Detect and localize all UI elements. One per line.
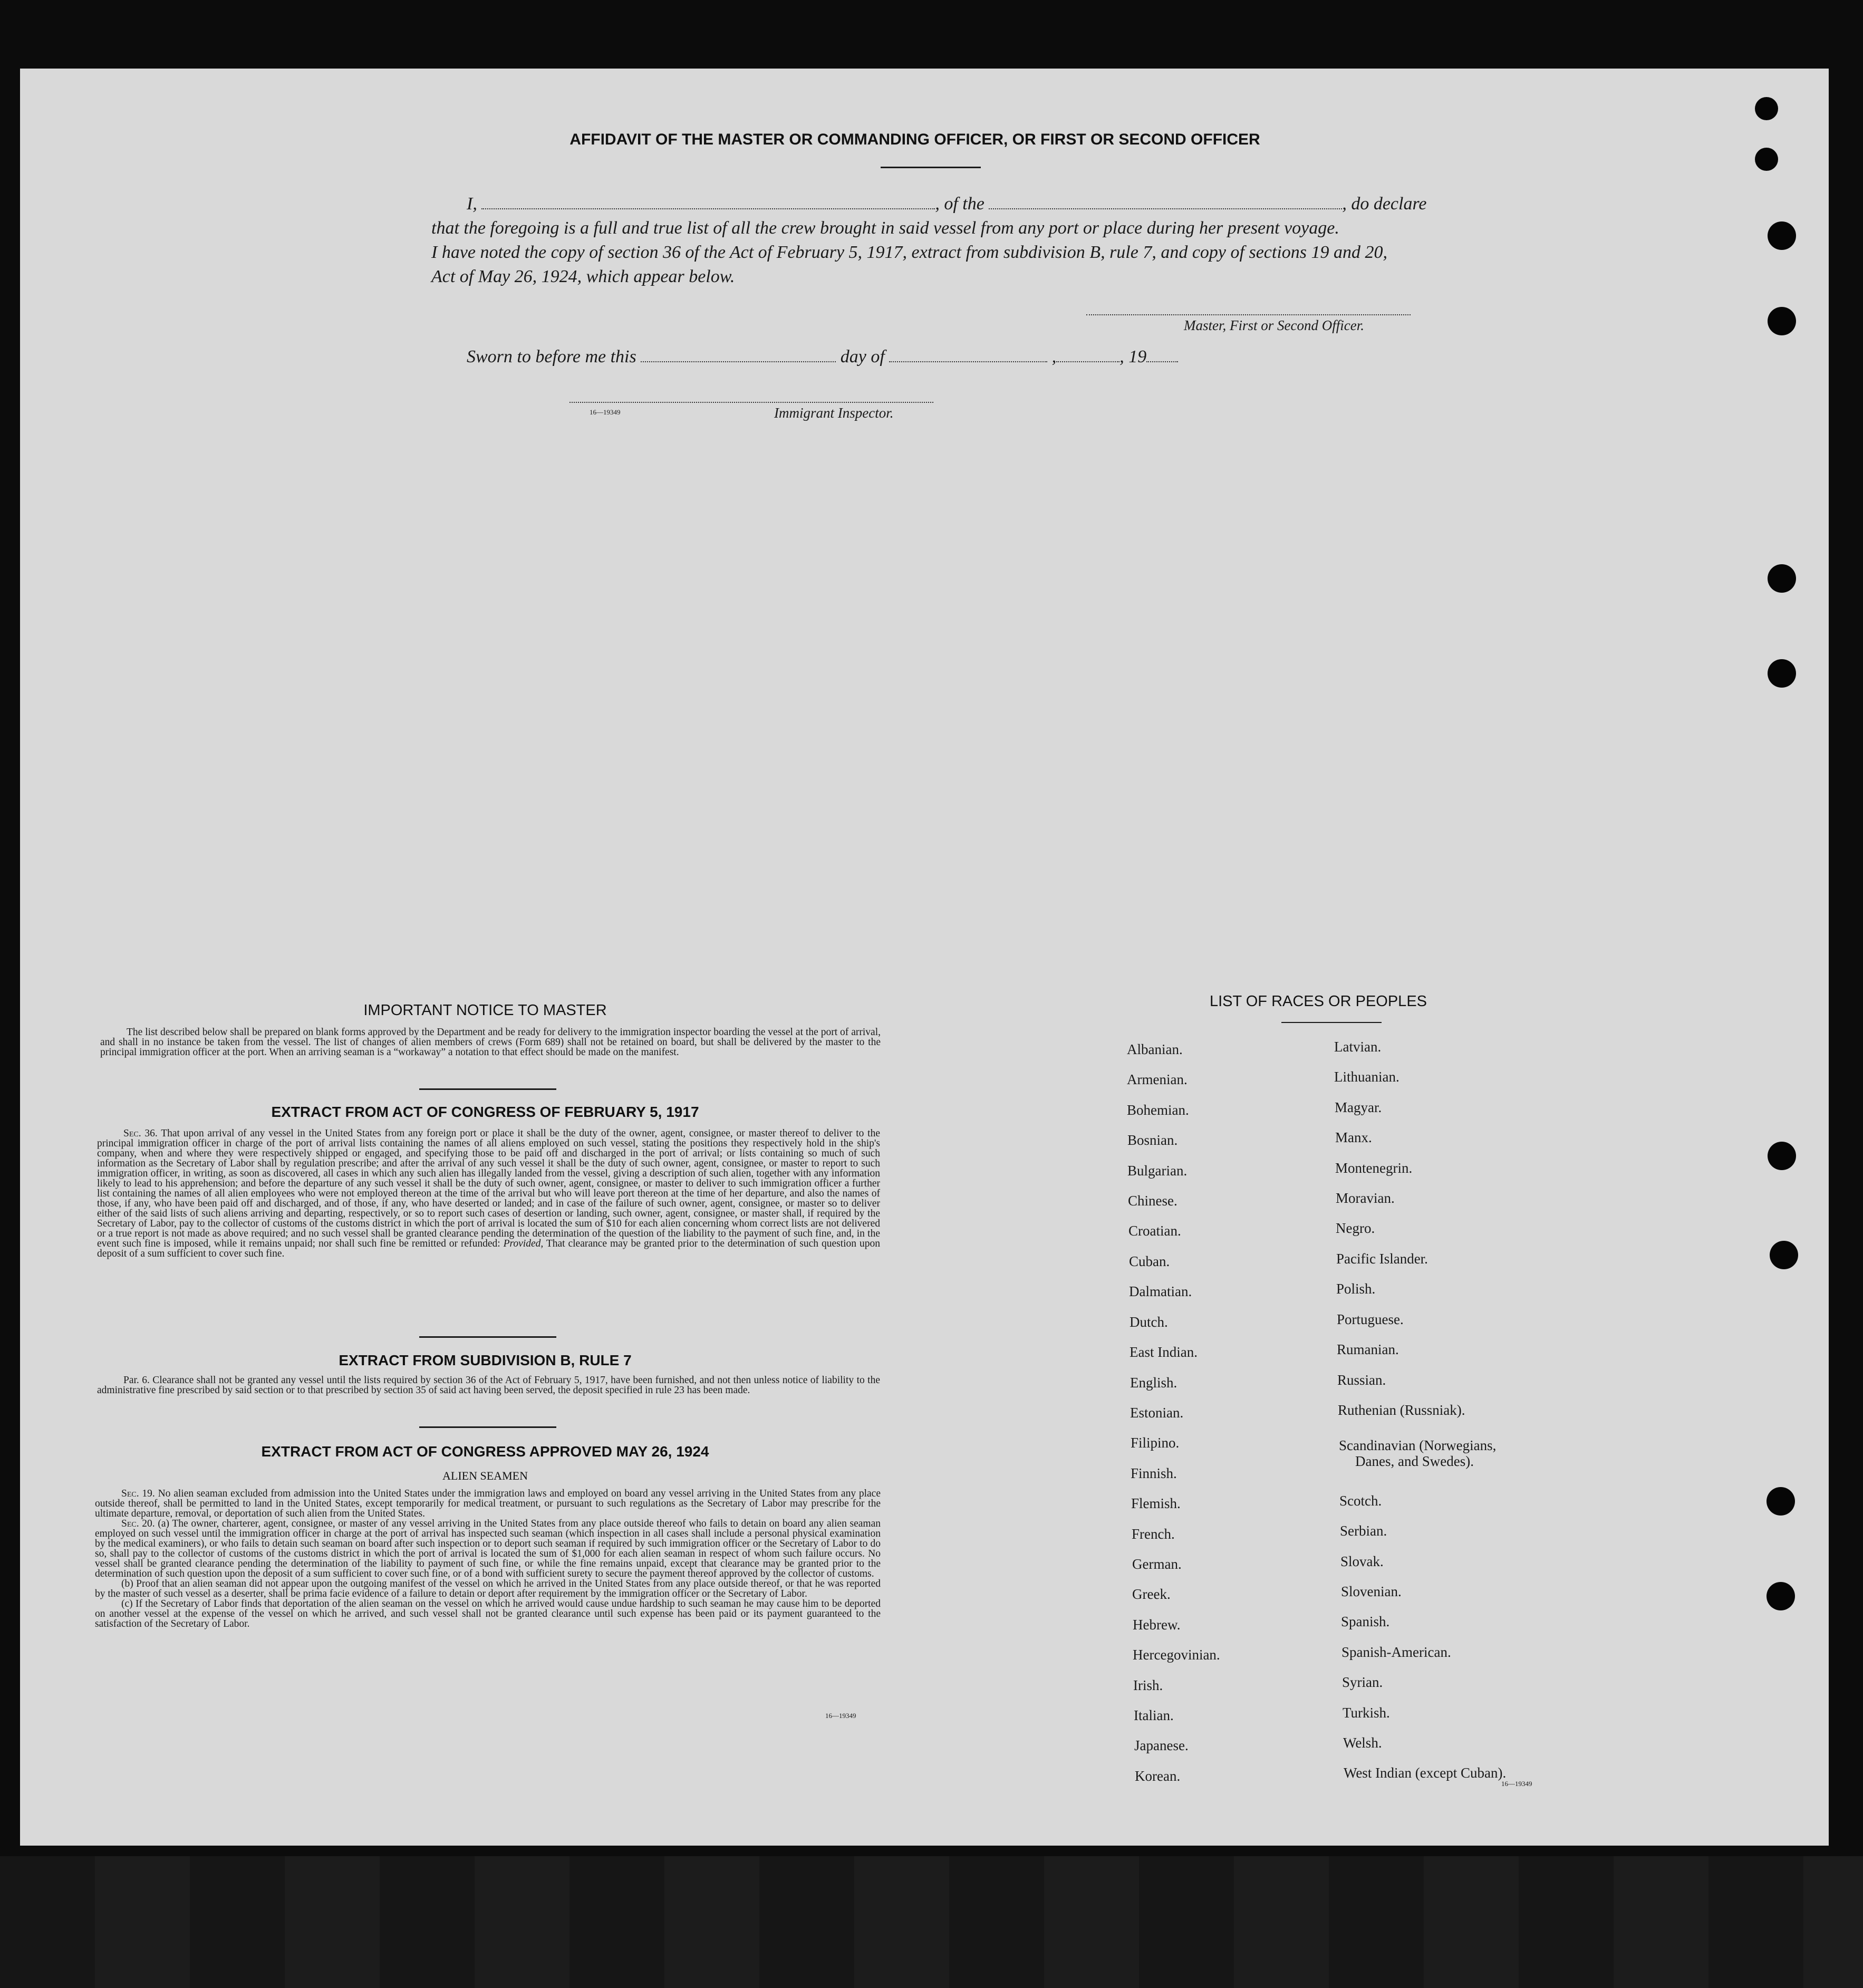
notice-text xyxy=(100,1027,881,1057)
section-rule xyxy=(419,1336,556,1338)
sworn-day-blank xyxy=(641,350,836,362)
film-strip xyxy=(0,1856,1863,1988)
notice-title: IMPORTANT NOTICE TO MASTER xyxy=(363,1002,607,1019)
notice-paragraph: The list described below shall be prepared on blank forms approved by the Department and be ready for delivery to the immigration inspector boarding the vessel at the port of arrival, and shall in no instance be taken from the vessel. The list of changes of alien members of crews (Form 689) shall not be retained on board, but shall be delivered by the master to the principal immigration officer at the port. When an arriving seaman is a “workaway” a notation to that effect should be made on the manifest. xyxy=(100,1027,881,1058)
race-item: Scotch. xyxy=(1339,1493,1382,1509)
race-item: Korean. xyxy=(1135,1768,1181,1784)
sec36-text-end: That clearance may be granted prior to the determination of such question upon deposit of a sum sufficient to cover such fine. xyxy=(97,1238,880,1259)
punch-hole xyxy=(1770,1241,1798,1269)
race-item: Polish. xyxy=(1336,1281,1376,1297)
sworn-text: Sworn to before me this xyxy=(467,347,636,366)
sworn-year-blank xyxy=(1146,350,1178,362)
race-item: Japanese. xyxy=(1134,1738,1189,1753)
race-item: West Indian (except Cuban). xyxy=(1344,1765,1507,1781)
extract-rule7-text xyxy=(97,1375,880,1395)
name-blank xyxy=(481,197,935,209)
race-item: Pacific Islander. xyxy=(1336,1251,1428,1267)
race-item: Finnish. xyxy=(1131,1465,1177,1481)
punch-hole xyxy=(1755,148,1778,171)
race-item: Bulgarian. xyxy=(1127,1163,1188,1179)
races-rule xyxy=(1281,1022,1382,1023)
sec20c-paragraph: (c) If the Secretary of Labor finds that deportation of the alien seaman on the vessel on which he arrived would cause undue hardship to such seaman he may cause him to be deported on another vessel at the expense of the vessel on which he arrived, and such vessel shall not be granted clearance until such expense has been paid or its payment guaranteed to the satisfaction of the Secretary of Labor. xyxy=(95,1598,881,1629)
sworn-comma: , xyxy=(1051,347,1057,366)
race-item: Slovenian. xyxy=(1341,1584,1402,1599)
race-item: Welsh. xyxy=(1343,1735,1382,1751)
affidavit-line-4: Act of May 26, 1924, which appear below. xyxy=(431,267,735,286)
sec36-text: That upon arrival of any vessel in the United States from any foreign port or place it shall be the duty of the owner, agent, consignee, or master thereof to deliver to the principal immigration officer in charge of the port of arrival lists containing the names of all aliens employed on such vessel, stating the positions they respectively hold in the ship's company, when and where they were respectively shipped or engaged, and specifying those to be paid off and discharged in the port of arrival; or lists containing so much of such information as the Secretary of Labor shall by regulation prescribe; and after the arrival of any such vessel it shall be the duty of such owner, agent, consignee, or master to report to such immigration officer, in writing, as soon as discovered, all cases in which any such alien has illegally landed from the vessel, giving a description of such alien, together with any information likely to lead to his apprehension; and before the departure of any such vessel it shall be the duty of such owner, agent, consignee, or master to deliver to such immigration officer a further list containing the names of all alien employees who were not employed thereon at the time of the arrival but who will leave port thereon at the time of her departure, and also the names of those, if any, who have been paid off and discharged, and of those, if any, who have deserted or landed; and in case of the failure of such owner, agent, consignee, or master so to deliver either of the said lists of such aliens arriving and departing, respectively, or so to report such cases of desertion or landing, such owner, agent, consignee, or master shall, if required by the Secretary of Labor, pay to the collector of customs of the customs district in which the port of arrival is located the sum of $10 for each alien concerning whom correct lists are not delivered or a true report is not made as above required; and no such vessel shall be granted clearance pending the determination of the question of the liability to the payment of such fine, and, in the event such fine is imposed, while it remains unpaid; nor shall such fine be remitted or refunded: xyxy=(97,1128,880,1249)
race-item: Hercegovinian. xyxy=(1133,1647,1220,1663)
punch-hole xyxy=(1767,1582,1795,1610)
race-item: Italian. xyxy=(1134,1707,1174,1723)
sec20b-paragraph: (b) Proof that an alien seaman did not appear upon the outgoing manifest of the vessel on which he arrived in the United States from any place outside thereof, or that he was reported by the master of such vessel as a deserter, shall be prima facie evidence of a failure to detain or deport after requirement by the immigration officer or the Secretary of Labor. xyxy=(95,1578,881,1599)
sec19-text: No alien seaman excluded from admission into the United States under the immigration laws and employed on board any vessel arriving in the United States from any place outside thereof, shall be permitted to land in the United States, except temporarily for medical treatment, or pursuant to such regulations as the Secretary of Labor may prescribe for the ultimate departure, removal, or deportation of such alien from the United States. xyxy=(95,1488,881,1519)
race-item: Armenian. xyxy=(1127,1072,1188,1087)
sec36-label: Sec. 36. xyxy=(123,1128,158,1139)
race-item: Cuban. xyxy=(1129,1253,1170,1269)
race-item: Scandinavian (Norwegians, xyxy=(1339,1437,1497,1453)
sworn-day-of: day of xyxy=(840,347,885,366)
punch-hole xyxy=(1755,97,1778,120)
race-item: Latvian. xyxy=(1334,1039,1382,1055)
race-item: Bohemian. xyxy=(1127,1102,1189,1118)
inspector-signature-line xyxy=(569,402,933,403)
race-item: Albanian. xyxy=(1127,1041,1183,1057)
race-item: Dutch. xyxy=(1130,1314,1168,1330)
race-item: Montenegrin. xyxy=(1335,1160,1413,1176)
sworn-line xyxy=(467,347,1178,367)
race-item: Greek. xyxy=(1132,1586,1171,1602)
race-item: Filipino. xyxy=(1131,1435,1180,1451)
inspector-label: Immigrant Inspector. xyxy=(774,405,894,421)
punch-hole xyxy=(1768,1142,1796,1170)
sec20a-text: (a) The owner, charterer, agent, consignee, or master of any vessel arriving in the United States from any place outside thereof who fails to detain on board any alien seaman employed on such vessel until the immigration officer in charge at the port of arrival has inspected such seaman (which inspection in all cases shall include a personal physical examination by the medical examiners), or who fails to detain such seaman on board after such inspection or to deport such seaman if required by such immigration officer or the Secretary of Labor to do so, shall pay to the collector of customs of the customs district in which the port of arrival is located the sum of $1,000 for each alien seaman in respect of whom such failure occurs. No vessel shall be granted clearance pending the determination of the liability to payment of such fine, or while the fine remains unpaid, except that clearance may be granted prior to the determination of such question upon the deposit of a sum sufficient to cover such fine, or of a bond with sufficient surety to secure the payment thereof approved by the collector of customs. xyxy=(95,1518,881,1579)
punch-hole xyxy=(1767,1487,1795,1516)
affidavit-line-2: that the foregoing is a full and true list of all the crew brought in said vessel from any port or place during her present voyage. xyxy=(431,218,1339,238)
sec20a-paragraph xyxy=(95,1519,881,1579)
race-item: Rumanian. xyxy=(1337,1342,1399,1357)
race-item: English. xyxy=(1130,1375,1177,1391)
race-item: Bosnian. xyxy=(1127,1132,1178,1148)
race-item: Turkish. xyxy=(1343,1705,1390,1721)
sec19-label: Sec. 19. xyxy=(121,1488,155,1499)
sec36-paragraph xyxy=(97,1128,880,1259)
race-item: Hebrew. xyxy=(1133,1617,1181,1633)
punch-hole xyxy=(1768,307,1796,335)
punch-hole xyxy=(1768,659,1796,688)
title-rule xyxy=(881,167,981,168)
extract-rule7-title: EXTRACT FROM SUBDIVISION B, RULE 7 xyxy=(339,1352,632,1368)
extract-1924-text xyxy=(95,1489,881,1629)
race-item: Magyar. xyxy=(1335,1099,1382,1115)
race-item: French. xyxy=(1132,1526,1175,1542)
race-item: Ruthenian (Russniak). xyxy=(1338,1402,1465,1418)
section-rule xyxy=(419,1426,556,1428)
sworn-year: , 19 xyxy=(1119,347,1147,366)
punch-hole xyxy=(1768,564,1796,593)
race-item: Negro. xyxy=(1336,1220,1375,1236)
master-signature-label: Master, First or Second Officer. xyxy=(1184,317,1364,333)
race-item: Dalmatian. xyxy=(1129,1283,1192,1299)
vessel-blank xyxy=(989,197,1342,209)
race-item: Syrian. xyxy=(1342,1674,1383,1690)
race-item: Moravian. xyxy=(1336,1190,1395,1206)
affidavit-do-declare: , do declare xyxy=(1342,194,1427,214)
race-item: Manx. xyxy=(1335,1130,1372,1145)
affidavit-line-1 xyxy=(467,194,1427,214)
sworn-month-blank xyxy=(889,350,1047,362)
race-item: Irish. xyxy=(1133,1677,1163,1693)
provided-label: Provided, xyxy=(503,1238,544,1249)
races-title: LIST OF RACES OR PEOPLES xyxy=(1209,993,1427,1010)
race-item: Lithuanian. xyxy=(1334,1069,1399,1085)
race-item: Spanish. xyxy=(1341,1614,1390,1629)
race-item: Danes, and Swedes). xyxy=(1355,1453,1474,1469)
form-number: 16—19349 xyxy=(590,408,621,416)
race-item: Spanish-American. xyxy=(1341,1644,1451,1660)
affidavit-line-3: I have noted the copy of section 36 of the Act of February 5, 1917, extract from subdivision B, rule 7, and copy of sections 19 and 20, xyxy=(431,243,1388,262)
race-item: German. xyxy=(1132,1556,1182,1572)
race-item: Serbian. xyxy=(1340,1523,1387,1539)
extract-1917-text xyxy=(97,1128,880,1259)
sec19-paragraph xyxy=(95,1489,881,1519)
sec20-label: Sec. 20. xyxy=(121,1518,155,1529)
race-item: Flemish. xyxy=(1131,1495,1181,1511)
extract-1924-title: EXTRACT FROM ACT OF CONGRESS APPROVED MAY 26, 1924 xyxy=(261,1443,709,1460)
form-number: 16—19349 xyxy=(825,1712,856,1720)
race-item: Estonian. xyxy=(1130,1405,1184,1421)
race-item: Portuguese. xyxy=(1337,1311,1404,1327)
race-item: East Indian. xyxy=(1130,1344,1198,1360)
alien-seamen-subtitle: ALIEN SEAMEN xyxy=(442,1469,528,1482)
race-item: Chinese. xyxy=(1128,1193,1177,1209)
sworn-date-blank xyxy=(1056,350,1119,362)
affidavit-of-the: , of the xyxy=(935,194,984,214)
affidavit-title: AFFIDAVIT OF THE MASTER OR COMMANDING OFFICER, OR FIRST OR SECOND OFFICER xyxy=(569,131,1260,148)
race-item: Slovak. xyxy=(1340,1553,1384,1569)
race-item: Croatian. xyxy=(1128,1223,1181,1239)
race-item: Russian. xyxy=(1337,1372,1386,1388)
punch-hole xyxy=(1768,221,1796,250)
form-number: 16—19349 xyxy=(1501,1780,1532,1788)
extract-1917-title: EXTRACT FROM ACT OF CONGRESS OF FEBRUARY 5, 1917 xyxy=(271,1104,699,1120)
par6-paragraph: Par. 6. Clearance shall not be granted any vessel until the lists required by section 36 of the Act of February 5, 1917, have been furnished, and not then unless notice of liability to the administrative fine prescribed by said section or to that prescribed by section 35 of said act having been served, the deposit specified in rule 23 has been made. xyxy=(97,1375,880,1396)
master-signature-line xyxy=(1086,314,1411,315)
section-rule xyxy=(419,1088,556,1090)
affidavit-i: I, xyxy=(467,194,477,214)
